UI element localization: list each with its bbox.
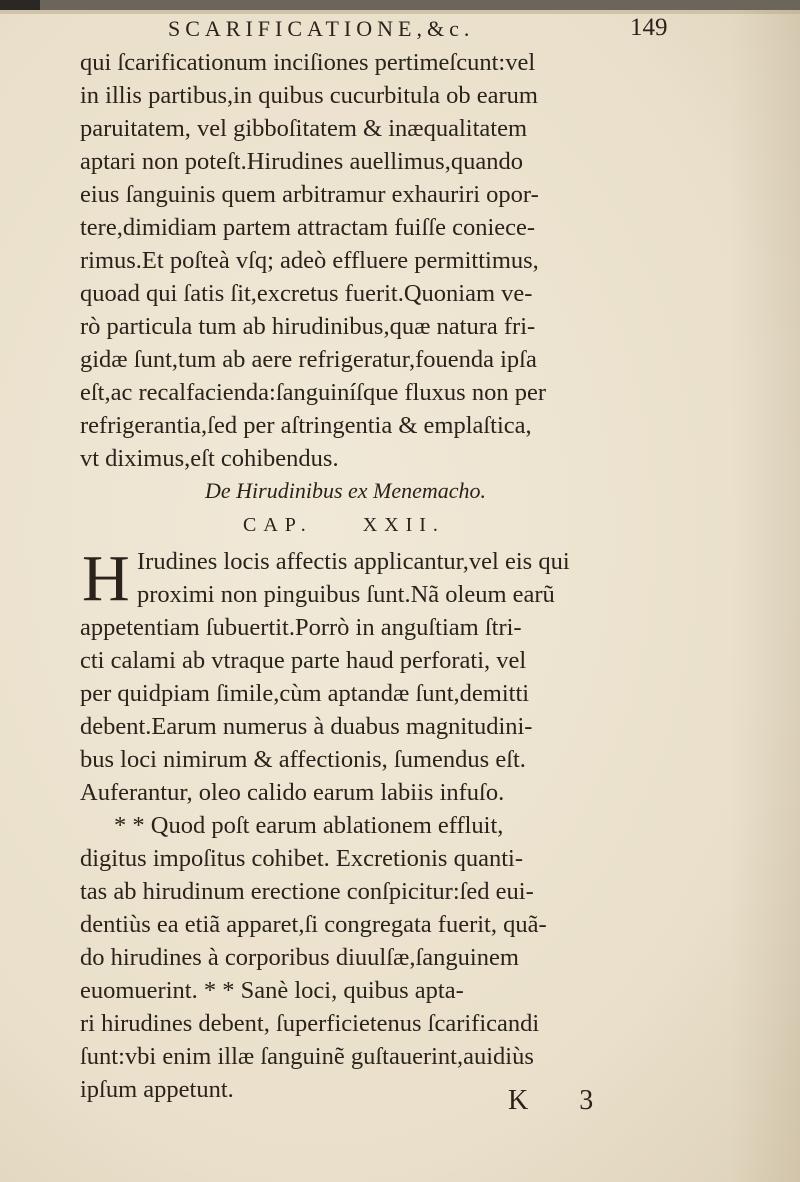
chapter-number-line [243, 514, 445, 537]
text-line: bus loci nimirum & affectionis, ſumendus eſt. [80, 746, 526, 773]
page-edge-shadow [730, 0, 800, 1182]
text-line: Irudines locis affectis applicantur,vel eis qui [137, 548, 570, 575]
cap-label: CAP. [243, 514, 313, 536]
page-top-edge [0, 10, 800, 14]
text-line: ri hirudines debent, ſuperficietenus ſcarificandi [80, 1010, 540, 1037]
text-line: * * Quod poſt earum ablationem effluit, [114, 812, 504, 839]
text-line: qui ſcarificationum inciſiones pertimeſcunt:vel [80, 49, 536, 76]
signature-mark: K 3 [508, 1085, 616, 1116]
text-line: appetentiam ſubuertit.Porrò in anguſtiam ſtri- [80, 614, 522, 641]
text-line: in illis partibus,in quibus cucurbitula ob earum [80, 82, 538, 109]
running-head: SCARIFICATIONE,&c. [168, 16, 475, 41]
text-line: proximi non pinguibus ſunt.Nã oleum earũ [137, 581, 555, 608]
text-line: aptari non poteſt.Hirudines auellimus,quando [80, 148, 523, 175]
drop-cap: H [82, 542, 130, 615]
text-line: digitus impoſitus cohibet. Excretionis quanti- [80, 845, 523, 872]
text-line: rimus.Et poſteà vſq; adeò effluere permittimus, [80, 247, 539, 274]
chapter-heading: De Hirudinibus ex Menemacho. [205, 478, 487, 503]
text-line: euomuerint. * * Sanè loci, quibus apta- [80, 977, 464, 1004]
text-line: cti calami ab vtraque parte haud perforati, vel [80, 647, 527, 674]
page-number: 149 [630, 14, 668, 41]
text-line: eius ſanguinis quem arbitramur exhauriri opor- [80, 181, 539, 208]
text-line: tas ab hirudinum erectione conſpicitur:ſed eui- [80, 878, 534, 905]
text-line: tere,dimidiam partem attractam fuiſſe coniece- [80, 214, 536, 241]
text-line: ipſum appetunt. [80, 1076, 234, 1103]
chapter-paragraph [80, 542, 680, 1106]
text-line: debent.Earum numerus à duabus magnitudini- [80, 713, 533, 740]
page-top-notch [0, 0, 40, 10]
text-line: do hirudines à corporibus diuulſæ,ſanguinem [80, 944, 519, 971]
cap-number: XXII. [362, 514, 445, 536]
top-paragraph [80, 46, 670, 475]
text-line: ſunt:vbi enim illæ ſanguinẽ guſtauerint,auidiùs [80, 1043, 534, 1070]
text-line: refrigerantia,ſed per aſtringentia & emplaſtica, [80, 412, 532, 439]
text-line: Auferantur, oleo calido earum labiis infuſo. [80, 779, 505, 806]
page-top-border [0, 0, 800, 10]
text-line: quoad qui ſatis ſit,excretus fuerit.Quoniam ve- [80, 280, 533, 307]
text-line: per quidpiam ſimile,cùm aptandæ ſunt,demitti [80, 680, 530, 707]
text-line: gidæ ſunt,tum ab aere refrigeratur,fouenda ipſa [80, 346, 537, 373]
text-line: dentiùs ea etiã apparet,ſi congregata fuerit, quã- [80, 911, 547, 938]
text-line: rò particula tum ab hirudinibus,quæ natura fri- [80, 313, 536, 340]
text-line: vt diximus,eſt cohibendus. [80, 445, 339, 472]
text-line: eſt,ac recalfacienda:ſanguiníſque fluxus non per [80, 379, 546, 406]
text-line: paruitatem, vel gibboſitatem & inæqualitatem [80, 115, 528, 142]
